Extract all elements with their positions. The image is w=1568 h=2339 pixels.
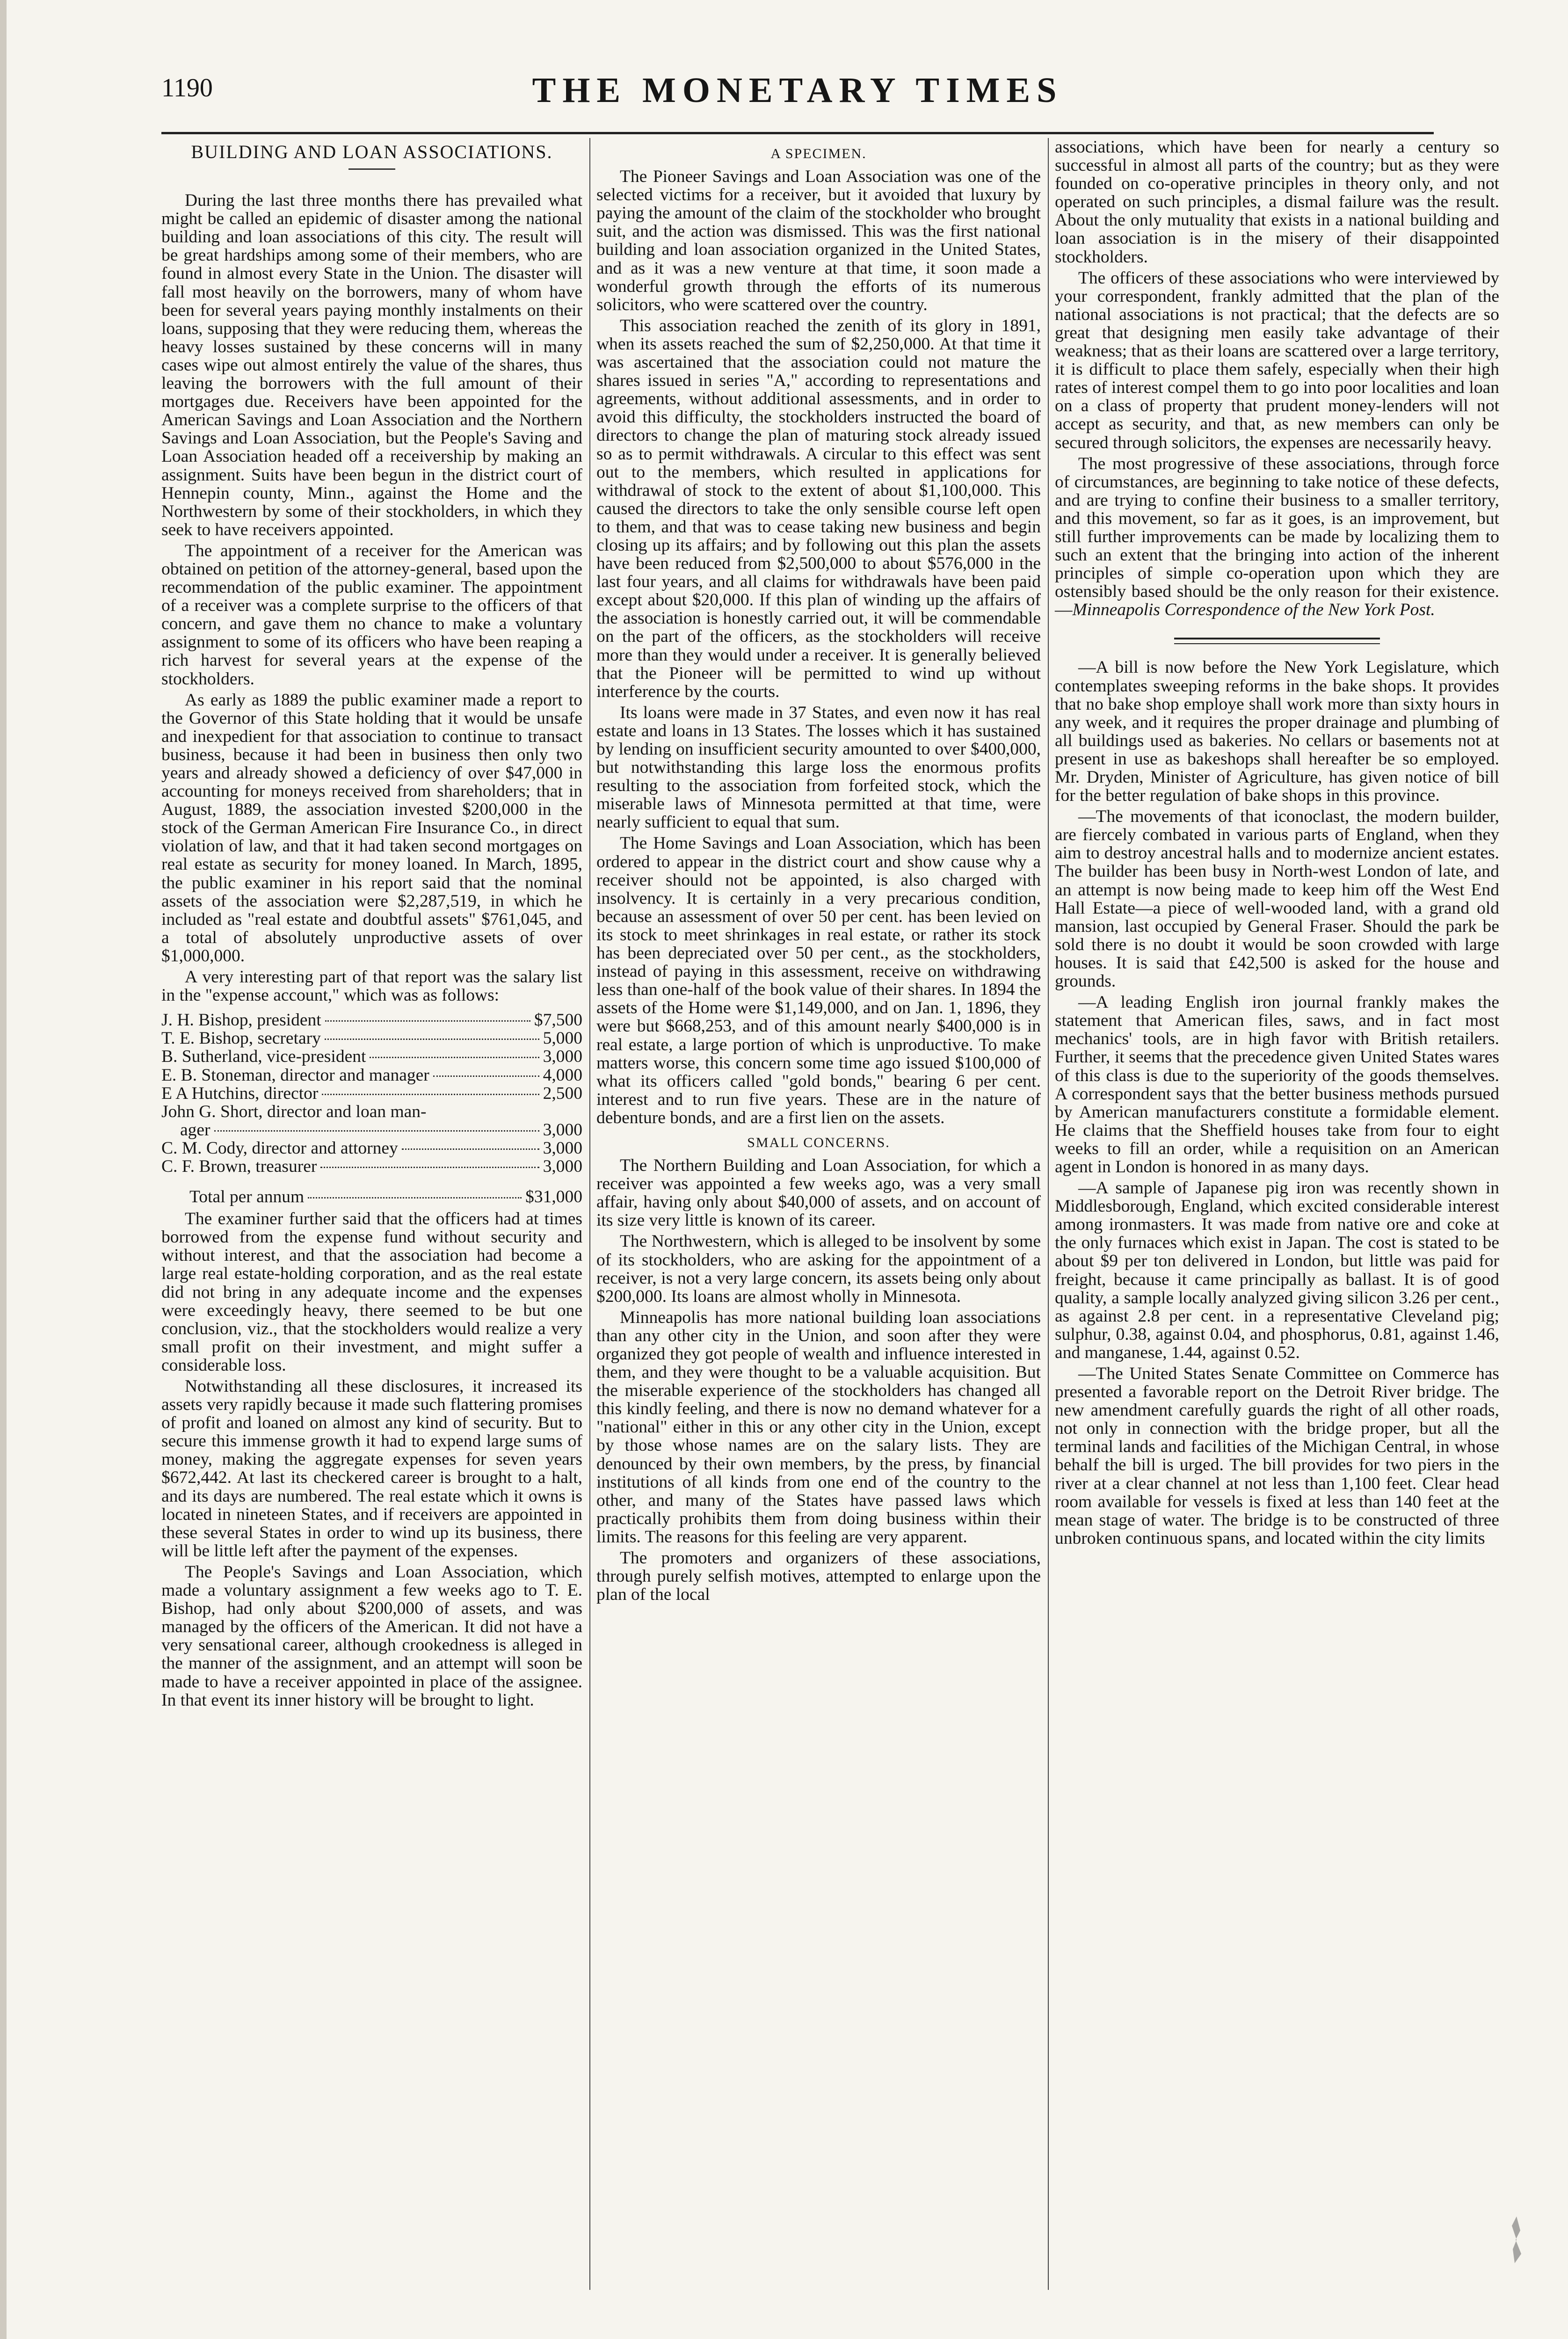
- paragraph: Its loans were made in 37 States, and even now it has real estate and loans in 13 States. The losses which it has sustained by lending on insufficient security amounted to over $400,000, but notwithstanding this large loss the enormous profits resulting to the association from forfeited stock, which the miserable laws of Minnesota permitted at that time, were nearly sufficient to equal that sum.: [596, 703, 1041, 832]
- paragraph: The Home Savings and Loan Association, which has been ordered to appear in the district court and show cause why a receiver should not be appointed, is also charged with insolvency. It is certainly in a very precarious condition, because an assessment of over 50 per cent. has been levied on its stock to meet shrinkages in real estate, or rather its stock has been depreciated over 50 per cent., as the stockholders, instead of paying in this assessment, receive on withdrawing less than one-half of the book value of their shares. In 1894 the assets of the Home were $1,149,000, and on Jan. 1, 1896, they were but $668,253, and of this amount nearly $400,000 is in real estate, a large portion of which is unproductive. To make matters worse, this concern some time ago issued $100,000 of what its officers called "gold bonds," bearing 6 per cent. interest and to run five years. These are in the nature of debenture bonds, and are a first lien on the assets.: [596, 834, 1041, 1127]
- source-credit: Minneapolis Correspondence of the New York Post.: [1072, 600, 1435, 620]
- news-item: —The movements of that iconoclast, the modern builder, are fiercely combated in various parts of England, when they aim to destroy ancestral halls and to modernize ancient estates. The builder has been busy in North-west London of late, and an attempt is now being made to keep him off the West End Hall Estate—a piece of well-wooded land, with a grand old mansion, last occupied by General Fraser. Should the park be sold there is no doubt it would be soon crowded with large houses. It is said that £42,500 is asked for the house and grounds.: [1055, 807, 1499, 991]
- header-rule: [161, 132, 1434, 134]
- column-3: [1055, 138, 1499, 1547]
- paragraph: During the last three months there has prevailed what might be called an epidemic of disaster among the national building and loan associations of this city. The result will be great hardships among some of their members, who are found in almost every State in the Union. The disaster will fall most heavily on the borrowers, many of whom have been for several years paying monthly instalments on their loans, supposing that they were reducing them, whereas the heavy losses sustained by these concerns will in many cases wipe out almost entirely the value of the shares, thus leaving the borrowers with the full amount of their mortgages due. Receivers have been appointed for the American Savings and Loan Association and the Northern Savings and Loan Association, but the People's Saving and Loan Association headed off a receivership by making an assignment. Suits have been begun in the district court of Hennepin county, Minn., against the Home and the Northwestern by some of their stockholders, in which they seek to have receivers appointed.: [161, 191, 582, 539]
- paragraph: The officers of these associations who were interviewed by your correspondent, frankly admitted that the plan of the national associations is not practical; that the defects are so great that designing men easily take advantage of their weakness; that as their loans are scattered over a large territory, it is difficult to place them safely, especially when their high rates of interest compel them to go into poor localities and loan on a class of property that prudent money-lenders will not accept as security, and that, as new members can only be secured through solicitors, the expenses are necessarily heavy.: [1055, 268, 1499, 452]
- ink-speck-icon: [1503, 2212, 1531, 2268]
- salary-row: C. M. Cody, director and attorney 3,000: [161, 1138, 582, 1158]
- salary-row: J. H. Bishop, president $7,500: [161, 1010, 582, 1030]
- paragraph: The Northwestern, which is alleged to be insolvent by some of its stockholders, who are asking for the appointment of a receiver, is not a very large concern, its assets being only about $200,000. Its loans are almost wholly in Minnesota.: [596, 1232, 1041, 1306]
- article-heading: BUILDING AND LOAN ASSOCIATIONS.: [161, 143, 582, 170]
- paragraph: The People's Savings and Loan Association, which made a voluntary assignment a few weeks ago to T. E. Bishop, had only about $200,000 of assets, and was managed by the officers of the American. It did not have a very sensational career, although crookedness is alleged in the manner of the assignment, and an attempt will soon be made to have a receiver appointed in place of the assignee. In that event its inner history will be brought to light.: [161, 1562, 582, 1710]
- paragraph: As early as 1889 the public examiner made a report to the Governor of this State holding that it would be unsafe and inexpedient for that association to continue to transact business, because it had been in business then only two years and already showed a deficiency of over $47,000 in accounting for moneys received from shareholders; that in August, 1889, the association invested $200,000 in the stock of the German American Fire Insurance Co., in direct violation of law, and that it had taken second mortgages on real estate as security for money loaned. In March, 1895, the public examiner in his report said that the nominal assets of the association were $2,287,519, in which he included as "real estate and doubtful assets" $761,045, and a total of absolutely unproductive assets of over $1,000,000.: [161, 690, 582, 966]
- paragraph: The examiner further said that the officers had at times borrowed from the expense fund without security and without interest, and that the association had become a large real estate-holding corporation, and as the real estate did not bring in any adequate income and the expenses were exceedingly heavy, there seemed to be but one conclusion, viz., that the stockholders would realize a very small profit on their investment, and might suffer a considerable loss.: [161, 1209, 582, 1375]
- paragraph: This association reached the zenith of its glory in 1891, when its assets reached the sum of $2,250,000. At that time it was ascertained that the association could not mature the shares issued in series "A," according to representations and agreements, without additional assessments, and in order to avoid this difficulty, the stockholders instructed the board of directors to change the plan of maturing stock already issued so as to permit withdrawals. A circular to this effect was sent out to the members, which resulted in applications for withdrawal of stock to the extent of about $1,100,000. This caused the directors to take the only sensible course left open to them, and that was to cease taking new business and begin closing up its affairs; and by following out this plan the assets have been reduced from $2,500,000 to about $576,000 in the last four years, and all claims for withdrawals have been paid except about $20,000. If this plan of winding up the affairs of the association is honestly carried out, it will be commendable on the part of the officers, as the stockholders will receive more than they would under a receiver. It is generally believed that the Pioneer will be permitted to wind up without interference by the courts.: [596, 316, 1041, 701]
- paragraph: Notwithstanding all these disclosures, it increased its assets very rapidly because it made such flattering promises of profit and loaned on almost any kind of security. But to secure this immense growth it had to expend large sums of money, making the aggregate expenses for seven years $672,442. At last its checkered career is brought to a halt, and its days are numbered. The real estate which it owns is located in nineteen States, and if receivers are appointed in these several States in order to wind up its business, there will be little left after the payment of the expenses.: [161, 1377, 582, 1561]
- salary-row: E. B. Stoneman, director and manager 4,000: [161, 1065, 582, 1085]
- column-divider: [589, 138, 590, 2290]
- paragraph: The appointment of a receiver for the American was obtained on petition of the attorney-general, based upon the recommendation of the public examiner. The appointment of a receiver was a complete surprise to the officers of that concern, and gave them no chance to make a voluntary assignment to some of its officers who have been reaping a rich harvest for several years at the expense of the stockholders.: [161, 541, 582, 689]
- paragraph: The Pioneer Savings and Loan Association was one of the selected victims for a receiver, but it avoided that luxury by paying the amount of the claim of the stockholder who brought suit, and the action was dismissed. This was the first national building and loan association organized in the United States, and as it was a new venture at that time, it soon made a wonderful growth through the efforts of its numerous solicitors, who were scattered over the country.: [596, 167, 1041, 314]
- salary-row: T. E. Bishop, secretary 5,000: [161, 1029, 582, 1048]
- masthead-title: THE MONETARY TIMES: [532, 71, 1063, 110]
- paragraph-text: The most progressive of these associations, through force of circumstances, are beginning to take notice of these defects, and are trying to confine their business to a smaller territory, and this movement, so far as it goes, is an improvement, but still further improvements can be made by localizing them to such an extent that the bringing into action of the inherent principles of simple co-operation upon which they are ostensibly based should be the only reason for their existence.: [1055, 454, 1499, 602]
- page-edge: [0, 0, 7, 2339]
- salary-row-continued: ager 3,000: [180, 1120, 582, 1140]
- page-number: 1190: [161, 73, 213, 102]
- paragraph: The promoters and organizers of these associations, through purely selfish motives, attempted to enlarge upon the plan of the local: [596, 1548, 1041, 1605]
- news-item: —A leading English iron journal frankly makes the statement that American files, saws, and in fact most mechanics' tools, are in high favor with British retailers. Further, it seems that the precedence given United States wares of this class is due to the superiority of the goods themselves. A correspondent says that the better business methods pursued by American manufacturers constitute a formidable element. He claims that the Sheffield houses take from four to eight weeks to fill an order, while a requisition on an American agent in London is honored in as many days.: [1055, 993, 1499, 1177]
- news-item: —A bill is now before the New York Legislature, which contemplates sweeping reforms in the bake shops. It provides that no bake shop employe shall work more than sixty hours in any week, and it requires the proper drainage and plumbing of all buildings used as bakeries. No cellars or basements not at present in use as bakeshops shall hereafter be so employed. Mr. Dryden, Minister of Agriculture, has given notice of bill for the better regulation of bake shops in this province.: [1055, 658, 1499, 806]
- salary-total: Total per annum $31,000: [189, 1187, 582, 1207]
- column-divider: [1048, 138, 1049, 2290]
- salary-row: B. Sutherland, vice-president 3,000: [161, 1047, 582, 1067]
- column-1: [161, 138, 582, 1709]
- paragraph: The most progressive of these associations, through force of circumstances, are beginning to take notice of these defects, and are trying to confine their business to a smaller territory, and this movement, so far as it goes, is an improvement, but still further improvements can be made by localizing them to such an extent that the bringing into action of the inherent principles of simple co-operation upon which they are ostensibly based should be the only reason for their existence.—Minneapolis Correspondence of the New York Post.: [1055, 454, 1499, 620]
- paragraph: A very interesting part of that report was the salary list in the "expense account," which was as follows:: [161, 967, 582, 1005]
- salary-row: C. F. Brown, treasurer 3,000: [161, 1156, 582, 1176]
- paragraph: associations, which have been for nearly a century so successful in almost all parts of the country; but as they were founded on co-operative principles in theory only, and not operated on such principles, a dismal failure was the result. About the only mutuality that exists in a national building and loan association is in the misery of their disappointed stockholders.: [1055, 138, 1499, 267]
- section-divider: [1174, 638, 1380, 644]
- salary-row: E A Hutchins, director 2,500: [161, 1083, 582, 1103]
- page-header: [161, 70, 1434, 131]
- subheading: SMALL CONCERNS.: [747, 1134, 890, 1150]
- salary-row: John G. Short, director and loan man-: [161, 1102, 427, 1121]
- subheading: A SPECIMEN.: [770, 146, 867, 161]
- salary-list: [161, 1011, 582, 1206]
- news-item: —A sample of Japanese pig iron was recently shown in Middlesborough, England, which excited considerable interest among ironmasters. It was made from native ore and coke at the only furnaces which exist in Japan. The cost is stated to be about $9 per ton delivered in London, but little was paid for freight, because it came principally as ballast. It is of good quality, a sample locally analyzed giving silicon 3.26 per cent., as against 2.8 per cent. in a representative Cleveland pig; sulphur, 0.38, against 0.04, and phosphorus, 0.81, against 1.46, and manganese, 1.44, against 0.52.: [1055, 1178, 1499, 1362]
- paragraph: The Northern Building and Loan Association, for which a receiver was appointed a few weeks ago, was a very small affair, having only about $40,000 of assets, and on account of its size very little is known of its career.: [596, 1156, 1041, 1230]
- paragraph: Minneapolis has more national building loan associations than any other city in the Union, and soon after they were organized they got people of wealth and influence interested in them, and they were thought to be a valuable acquisition. But the miserable experience of the stockholders has changed all this kindly feeling, and there is now no demand whatever for a "national" either in this or any other city in the Union, except by those whose names are on the salary lists. They are denounced by their own members, by the press, by financial institutions of all kinds from one end of the country to the other, and many of the States have passed laws which practically prohibits them from doing business within their limits. The reasons for this feeling are very apparent.: [596, 1308, 1041, 1547]
- column-2: [596, 138, 1041, 1604]
- news-item: —The United States Senate Committee on Commerce has presented a favorable report on the Detroit River bridge. The new amendment carefully guards the right of all other roads, not only in connection with the bridge proper, but all the terminal lands and facilities of the Michigan Central, in whose behalf the bill is urged. The bill provides for two piers in the river at a clear channel at not less than 1,100 feet. Clear head room available for vessels is fixed at less than 140 feet at the mean stage of water. The bridge is to be constructed of three unbroken continuous spans, and located within the city limits: [1055, 1364, 1499, 1548]
